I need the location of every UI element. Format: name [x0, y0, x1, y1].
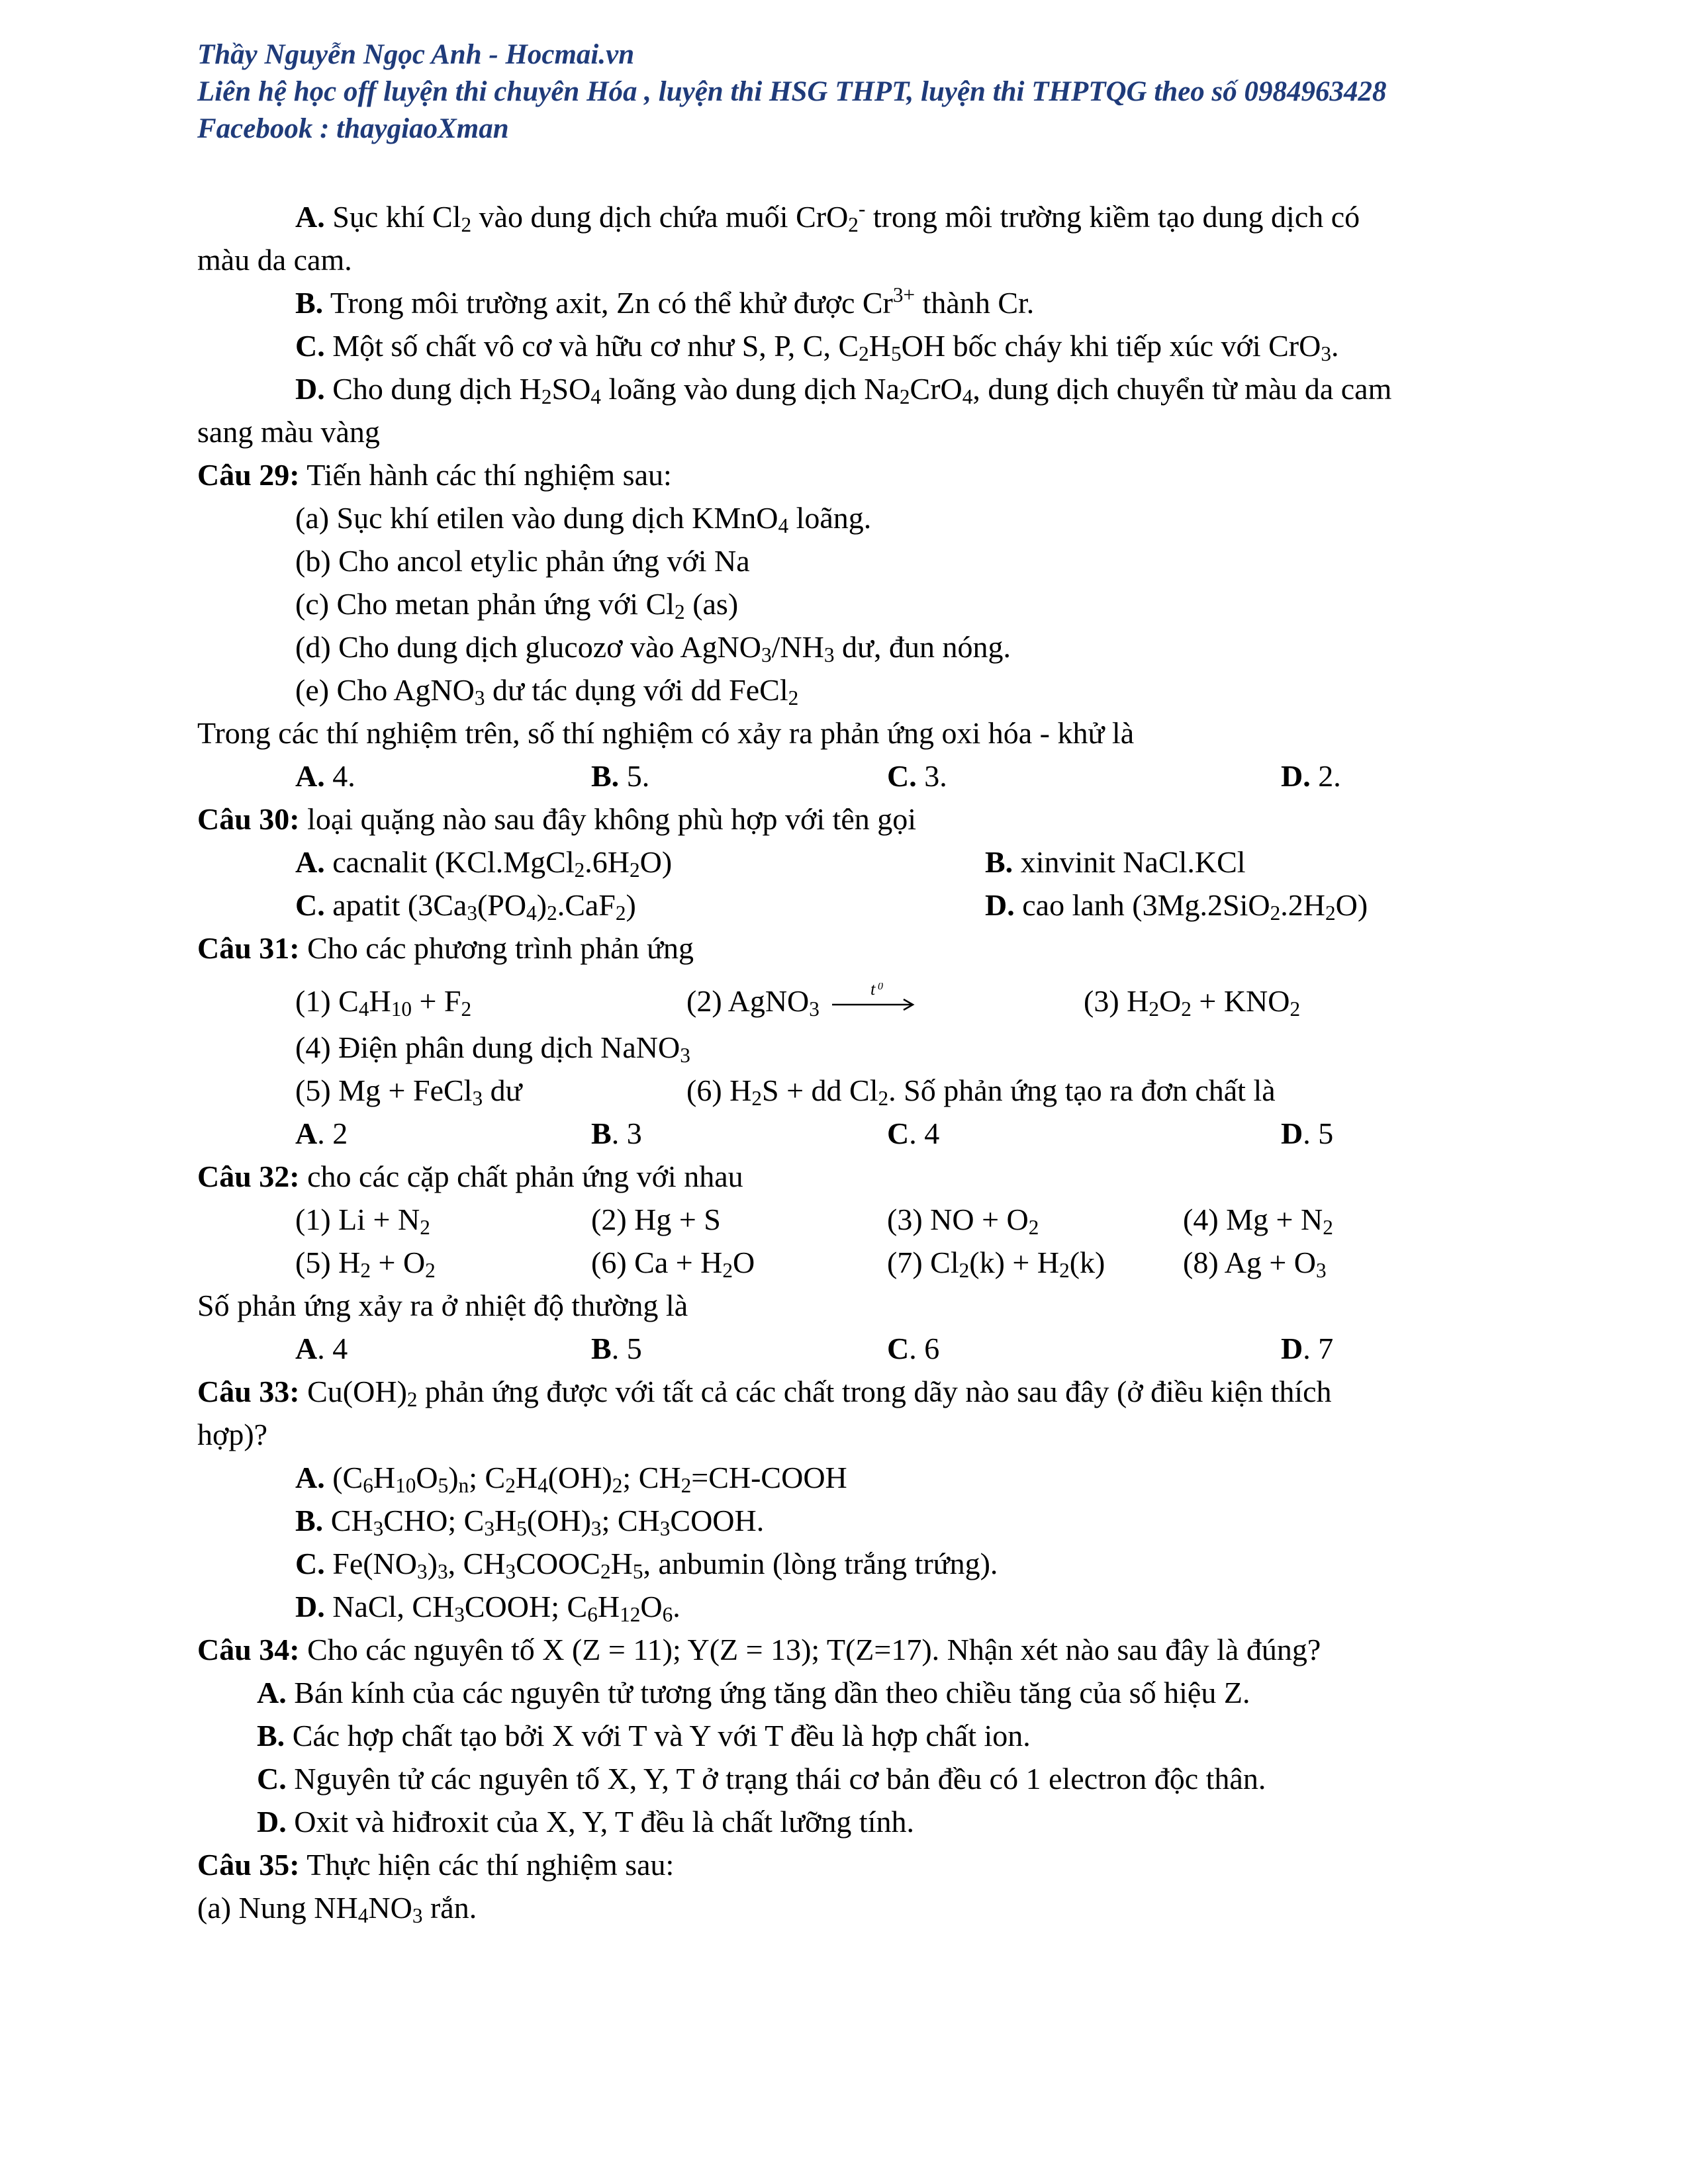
q32-pair-4: (4) $Mg + N_2$ [1183, 1203, 1333, 1239]
q31-reaction-4: (4) Điện phân dung dịch NaNO$_3$ [295, 1030, 690, 1067]
header-contact: Liên hệ học off luyện thi chuyên Hóa , luyện thi HSG THPT, luyện thi THPTQG theo số 0984963428 [197, 76, 1387, 107]
q31-reaction-6: (6) $H_2S$ + dd $Cl_2$. Số phản ứng tạo ra đơn chất là [686, 1073, 1276, 1110]
q31-reaction-1: (1) $C_4H_{10} + F_2$ [295, 984, 472, 1021]
q33-option-a[interactable]: A. $(C_6H_{10}O_5)_n$; $C_2H_4(OH)_2$; $CH_2=CH$-COOH [295, 1461, 847, 1497]
q32-pair-2: (2) Hg + S [591, 1203, 721, 1236]
q32-pair-7: (7) $Cl_2(k) + H_2(k)$ [887, 1246, 1105, 1282]
q32-answer-d[interactable]: D. 7 [1281, 1332, 1334, 1365]
q30-option-a[interactable]: A. cacnalit $(KCl.MgCl_2.6H_2O)$ [295, 845, 673, 882]
q28-option-a-cont: màu da cam. [197, 243, 352, 277]
q32-stem: Câu 32: cho các cặp chất phản ứng với nhau [197, 1160, 743, 1193]
q29-answer-a[interactable]: A. 4. [295, 759, 355, 793]
q32-pair-3: (3) NO + $O_2$ [887, 1203, 1039, 1239]
q29-item-a: (a) Sục khí etilen vào dung dịch KMnO$_4$ loãng. [295, 501, 872, 537]
q33-stem-cont: hợp)? [197, 1418, 268, 1451]
q31-answer-a[interactable]: A. 2 [295, 1116, 348, 1150]
q32-pair-1: (1) $Li + N_2$ [295, 1203, 430, 1239]
q28-option-b: B. Trong môi trường axit, Zn có thể khử được $Cr^{3+}$ thành Cr. [295, 283, 1035, 320]
q35-stem: Câu 35: Thực hiện các thí nghiệm sau: [197, 1848, 675, 1882]
q29-item-b: (b) Cho ancol etylic phản ứng với Na [295, 544, 750, 578]
arrow-label: t [870, 983, 876, 999]
q31-row-1 [0, 983, 1688, 1020]
arrow-degree: 0 [878, 983, 884, 992]
q29-item-e: (e) Cho AgNO$_3$ dư tác dụng với dd FeCl$_2$ [295, 673, 799, 709]
q33-option-d[interactable]: D. NaCl, $CH_3COOH$; $C_6H_{12}O_6$. [295, 1590, 680, 1626]
q34-option-a[interactable]: A. Bán kính của các nguyên tử tương ứng tăng dần theo chiều tăng của số hiệu Z. [257, 1676, 1250, 1709]
q33-stem: Câu 33: $Cu(OH)_2$ phản ứng được với tất cả các chất trong dãy nào sau đây (ở điều kiện thích [197, 1375, 1332, 1411]
q29-answers [0, 758, 1688, 795]
q32-pair-6: (6) $Ca + H_2O$ [591, 1246, 755, 1282]
q34-option-b[interactable]: B. Các hợp chất tạo bởi X với T và Y với T đều là hợp chất ion. [257, 1719, 1031, 1752]
q31-answers [0, 1115, 1688, 1152]
q31-row-3 [0, 1072, 1688, 1109]
q29-answer-c[interactable]: C. 3. [887, 759, 947, 793]
q28-option-d-cont: sang màu vàng [197, 415, 380, 449]
q28-option-c: C. Một số chất vô cơ và hữu cơ như S, P, C, $C_2H_5OH$ bốc cháy khi tiếp xúc với CrO$_3$. [295, 329, 1339, 365]
q30-option-b[interactable]: B. xinvinit NaCl.KCl [985, 845, 1246, 879]
q28-option-d: D. Cho dung dịch $H_2SO_4$ loãng vào dung dịch $Na_2CrO_4$, dung dịch chuyển từ màu da cam [295, 372, 1392, 408]
q29-item-d: (d) Cho dung dịch glucozơ vào $AgNO_3/NH_3$ dư, đun nóng. [295, 630, 1011, 666]
q32-question: Số phản ứng xảy ra ở nhiệt độ thường là [197, 1289, 688, 1322]
q32-answer-b[interactable]: B. 5 [591, 1332, 642, 1365]
header-facebook: Facebook : thaygiaoXman [197, 113, 509, 144]
header-author: Thầy Nguyễn Ngọc Anh - Hocmai.vn [197, 39, 635, 70]
q30-row-1 [0, 844, 1688, 881]
heat-arrow-icon [827, 983, 919, 1020]
q31-answer-d[interactable]: D. 5 [1281, 1116, 1334, 1150]
q31-reaction-2: (2) AgNO$_3$ t 0 [686, 983, 919, 1020]
q29-answer-d[interactable]: D. 2. [1281, 759, 1341, 793]
q31-answer-b[interactable]: B. 3 [591, 1116, 642, 1150]
q29-answer-b[interactable]: B. 5. [591, 759, 650, 793]
q34-option-d[interactable]: D. Oxit và hiđroxit của X, Y, T đều là chất lưỡng tính. [257, 1805, 914, 1839]
q32-row-2 [0, 1244, 1688, 1281]
q31-answer-c[interactable]: C. 4 [887, 1116, 940, 1150]
q32-pair-8: (8) $Ag + O_3$ [1183, 1246, 1327, 1282]
q29-question: Trong các thí nghiệm trên, số thí nghiệm có xảy ra phản ứng oxi hóa - khử là [197, 716, 1135, 750]
q32-answer-a[interactable]: A. 4 [295, 1332, 348, 1365]
q31-reaction-5: (5) Mg + FeCl$_3$ dư [295, 1073, 522, 1110]
q30-option-d[interactable]: D. cao lanh $(3Mg.2SiO_2.2H_2O)$ [985, 888, 1368, 925]
q31-stem: Câu 31: Cho các phương trình phản ứng [197, 931, 694, 965]
q30-option-c[interactable]: C. apatit $(3Ca_3(PO_4)_2.CaF_2)$ [295, 888, 636, 925]
q31-reaction-3: (3) $H_2O_2 + KNO_2$ [1084, 984, 1301, 1021]
q33-option-c[interactable]: C. $Fe(NO_3)_3$, $CH_3COOC_2H_5$, anbumin (lòng trắng trứng). [295, 1547, 998, 1583]
q28-option-a: A. Sục khí $Cl_2$ vào dung dịch chứa muối CrO$_2$- trong môi trường kiềm tạo dung dịch có [295, 197, 1360, 236]
q32-pair-5: (5) $H_2 + O_2$ [295, 1246, 436, 1282]
q29-stem: Câu 29: Tiến hành các thí nghiệm sau: [197, 458, 672, 492]
q32-row-1 [0, 1201, 1688, 1238]
q34-stem: Câu 34: Cho các nguyên tố X (Z = 11); Y(Z = 13); T(Z=17). Nhận xét nào sau đây là đúng? [197, 1633, 1321, 1666]
page-header [197, 36, 1387, 148]
q30-stem: Câu 30: loại quặng nào sau đây không phù hợp với tên gọi [197, 802, 917, 836]
q34-option-c[interactable]: C. Nguyên tử các nguyên tố X, Y, T ở trạng thái cơ bản đều có 1 electron độc thân. [257, 1762, 1266, 1796]
q32-answers [0, 1330, 1688, 1367]
q30-row-2 [0, 887, 1688, 924]
q29-item-c: (c) Cho metan phản ứng với $Cl_2$ (as) [295, 587, 739, 623]
q35-item-a: (a) Nung $NH_4NO_3$ rắn. [197, 1891, 477, 1927]
q32-answer-c[interactable]: C. 6 [887, 1332, 940, 1365]
q33-option-b[interactable]: B. $CH_3CHO$; $C_3H_5(OH)_3$; $CH_3COOH$. [295, 1504, 765, 1540]
